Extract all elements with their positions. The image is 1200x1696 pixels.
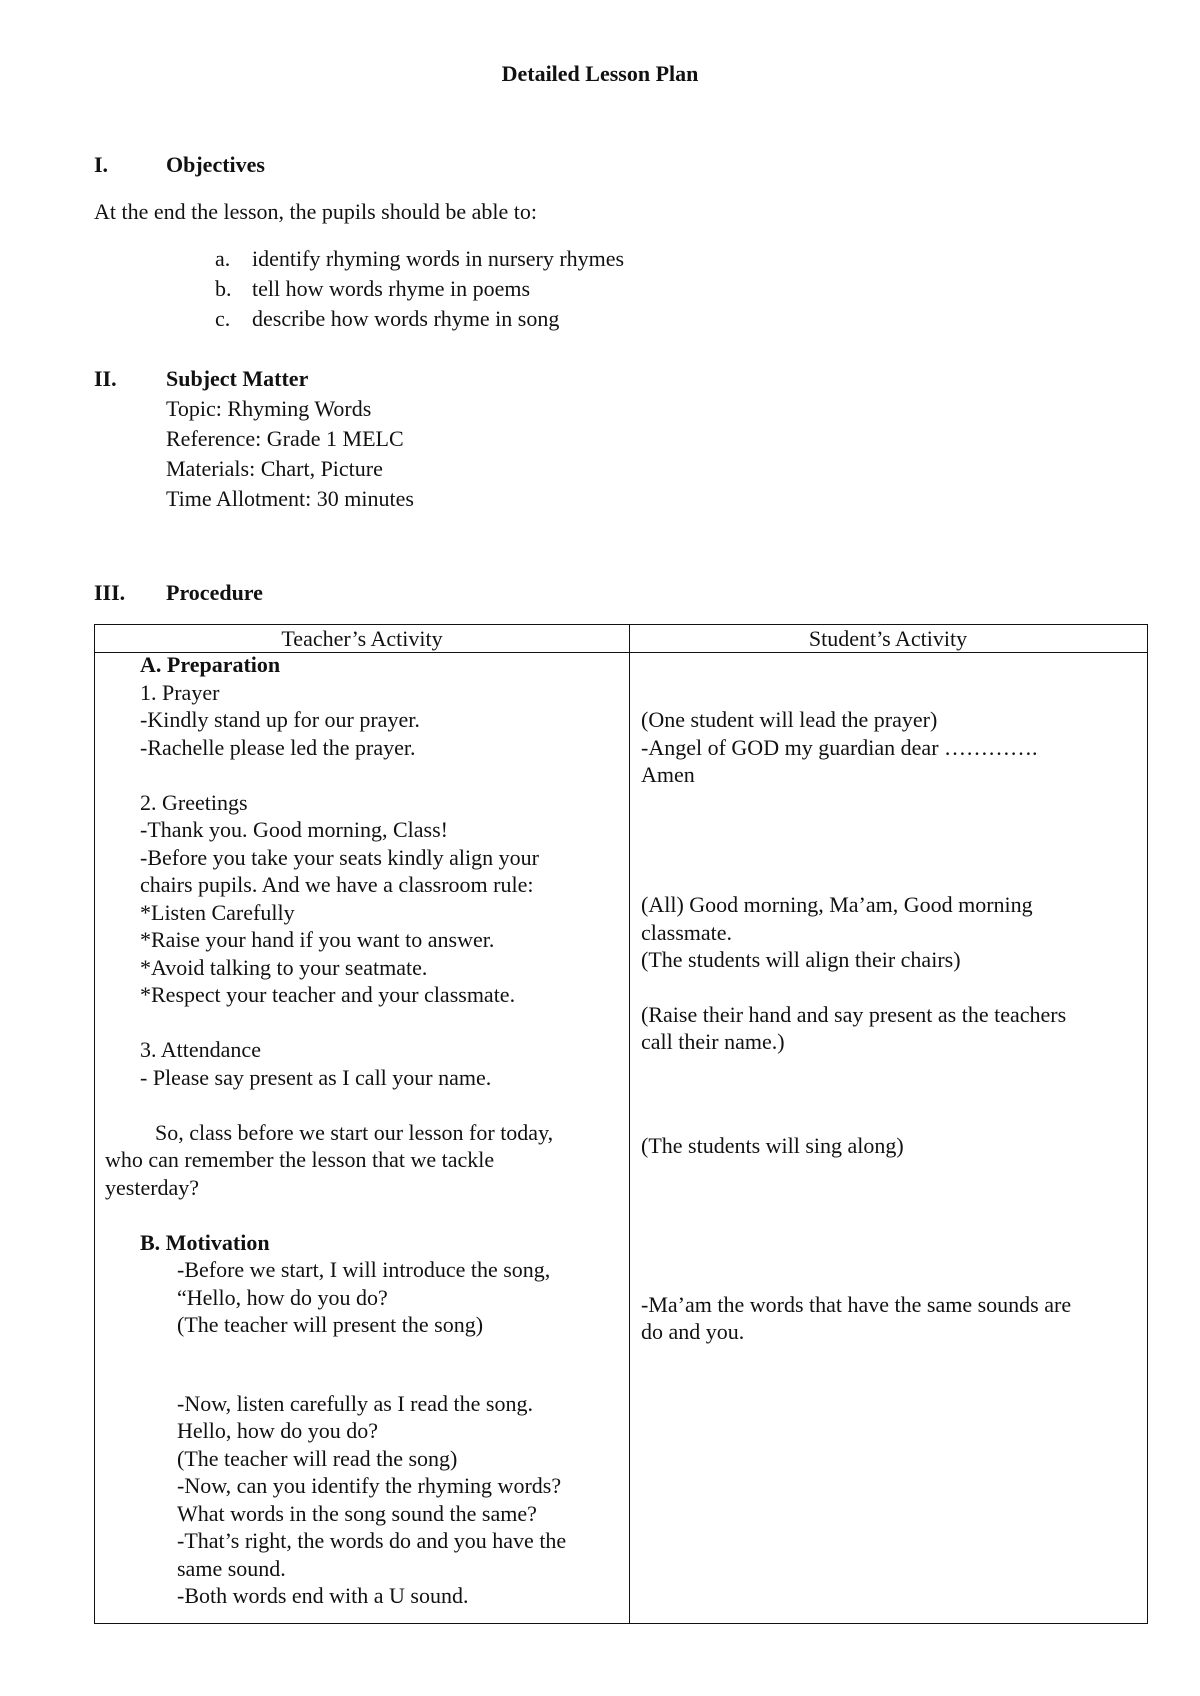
teacher-line: What words in the song sound the same?: [177, 1501, 537, 1526]
teacher-line: -Both words end with a U sound.: [177, 1583, 469, 1608]
teacher-line: -That’s right, the words do and you have the: [177, 1528, 567, 1553]
subject-topic: Topic: Rhyming Words: [166, 396, 372, 421]
section-numeral-subject-matter: II.: [94, 366, 117, 391]
student-line: (All) Good morning, Ma’am, Good morning: [641, 892, 1033, 917]
subject-materials: Materials: Chart, Picture: [166, 456, 383, 481]
teacher-line: -Kindly stand up for our prayer.: [140, 707, 420, 732]
teacher-heading-motivation: B. Motivation: [140, 1230, 270, 1255]
procedure-table: [94, 624, 1148, 1624]
student-line: classmate.: [641, 920, 733, 945]
teacher-line: -Now, can you identify the rhyming words?: [177, 1473, 562, 1498]
teacher-line: chairs pupils. And we have a classroom rule:: [140, 872, 534, 897]
teacher-line: (The teacher will present the song): [177, 1312, 484, 1337]
objectives-intro: At the end the lesson, the pupils should be able to:: [94, 199, 537, 224]
teacher-line: *Raise your hand if you want to answer.: [140, 927, 495, 952]
section-heading-subject-matter: Subject Matter: [166, 366, 309, 391]
teacher-line: - Please say present as I call your name.: [140, 1065, 492, 1090]
section-heading-procedure: Procedure: [166, 580, 263, 605]
teacher-line: -Thank you. Good morning, Class!: [140, 817, 448, 842]
student-line: Amen: [641, 762, 695, 787]
student-line: -Ma’am the words that have the same sounds are: [641, 1292, 1072, 1317]
student-line: -Angel of GOD my guardian dear ………….: [641, 735, 1038, 760]
teacher-line: -Before we start, I will introduce the song,: [177, 1257, 551, 1282]
objective-item: describe how words rhyme in song: [252, 306, 560, 331]
teacher-line: who can remember the lesson that we tackle: [105, 1147, 495, 1172]
teacher-line: “Hello, how do you do?: [177, 1285, 388, 1310]
teacher-line: same sound.: [177, 1556, 286, 1581]
section-heading-objectives: Objectives: [166, 152, 265, 177]
objective-marker: a.: [215, 246, 231, 271]
student-line: (One student will lead the prayer): [641, 707, 938, 732]
subject-time-allotment: Time Allotment: 30 minutes: [166, 486, 414, 511]
teacher-line: Hello, how do you do?: [177, 1418, 379, 1443]
section-numeral-objectives: I.: [94, 152, 109, 177]
teacher-line: (The teacher will read the song): [177, 1446, 458, 1471]
teacher-line: So, class before we start our lesson for today,: [155, 1120, 554, 1145]
objective-item: identify rhyming words in nursery rhymes: [252, 246, 625, 271]
teacher-line: -Now, listen carefully as I read the song.: [177, 1391, 533, 1416]
teacher-line: 1. Prayer: [140, 680, 220, 705]
teacher-line: *Avoid talking to your seatmate.: [140, 955, 428, 980]
student-line: (Raise their hand and say present as the teachers: [641, 1002, 1067, 1027]
header-teacher-activity: Teacher’s Activity: [281, 626, 443, 651]
teacher-line: *Listen Carefully: [140, 900, 295, 925]
subject-reference: Reference: Grade 1 MELC: [166, 426, 404, 451]
header-student-activity: Student’s Activity: [808, 626, 968, 651]
student-line: do and you.: [641, 1319, 745, 1344]
teacher-line: 2. Greetings: [140, 790, 248, 815]
student-line: (The students will sing along): [641, 1133, 904, 1158]
objective-marker: b.: [215, 276, 232, 301]
teacher-line: yesterday?: [105, 1175, 200, 1200]
teacher-line: -Before you take your seats kindly align your: [140, 845, 539, 870]
teacher-line: 3. Attendance: [140, 1037, 261, 1062]
objective-item: tell how words rhyme in poems: [252, 276, 531, 301]
document-title: Detailed Lesson Plan: [501, 61, 699, 86]
objective-marker: c.: [215, 306, 231, 331]
student-line: (The students will align their chairs): [641, 947, 961, 972]
section-numeral-procedure: III.: [94, 580, 126, 605]
student-line: call their name.): [641, 1029, 785, 1054]
column-divider: [629, 625, 630, 1623]
teacher-line: -Rachelle please led the prayer.: [140, 735, 416, 760]
teacher-heading-preparation: A. Preparation: [140, 652, 281, 677]
teacher-line: *Respect your teacher and your classmate.: [140, 982, 516, 1007]
